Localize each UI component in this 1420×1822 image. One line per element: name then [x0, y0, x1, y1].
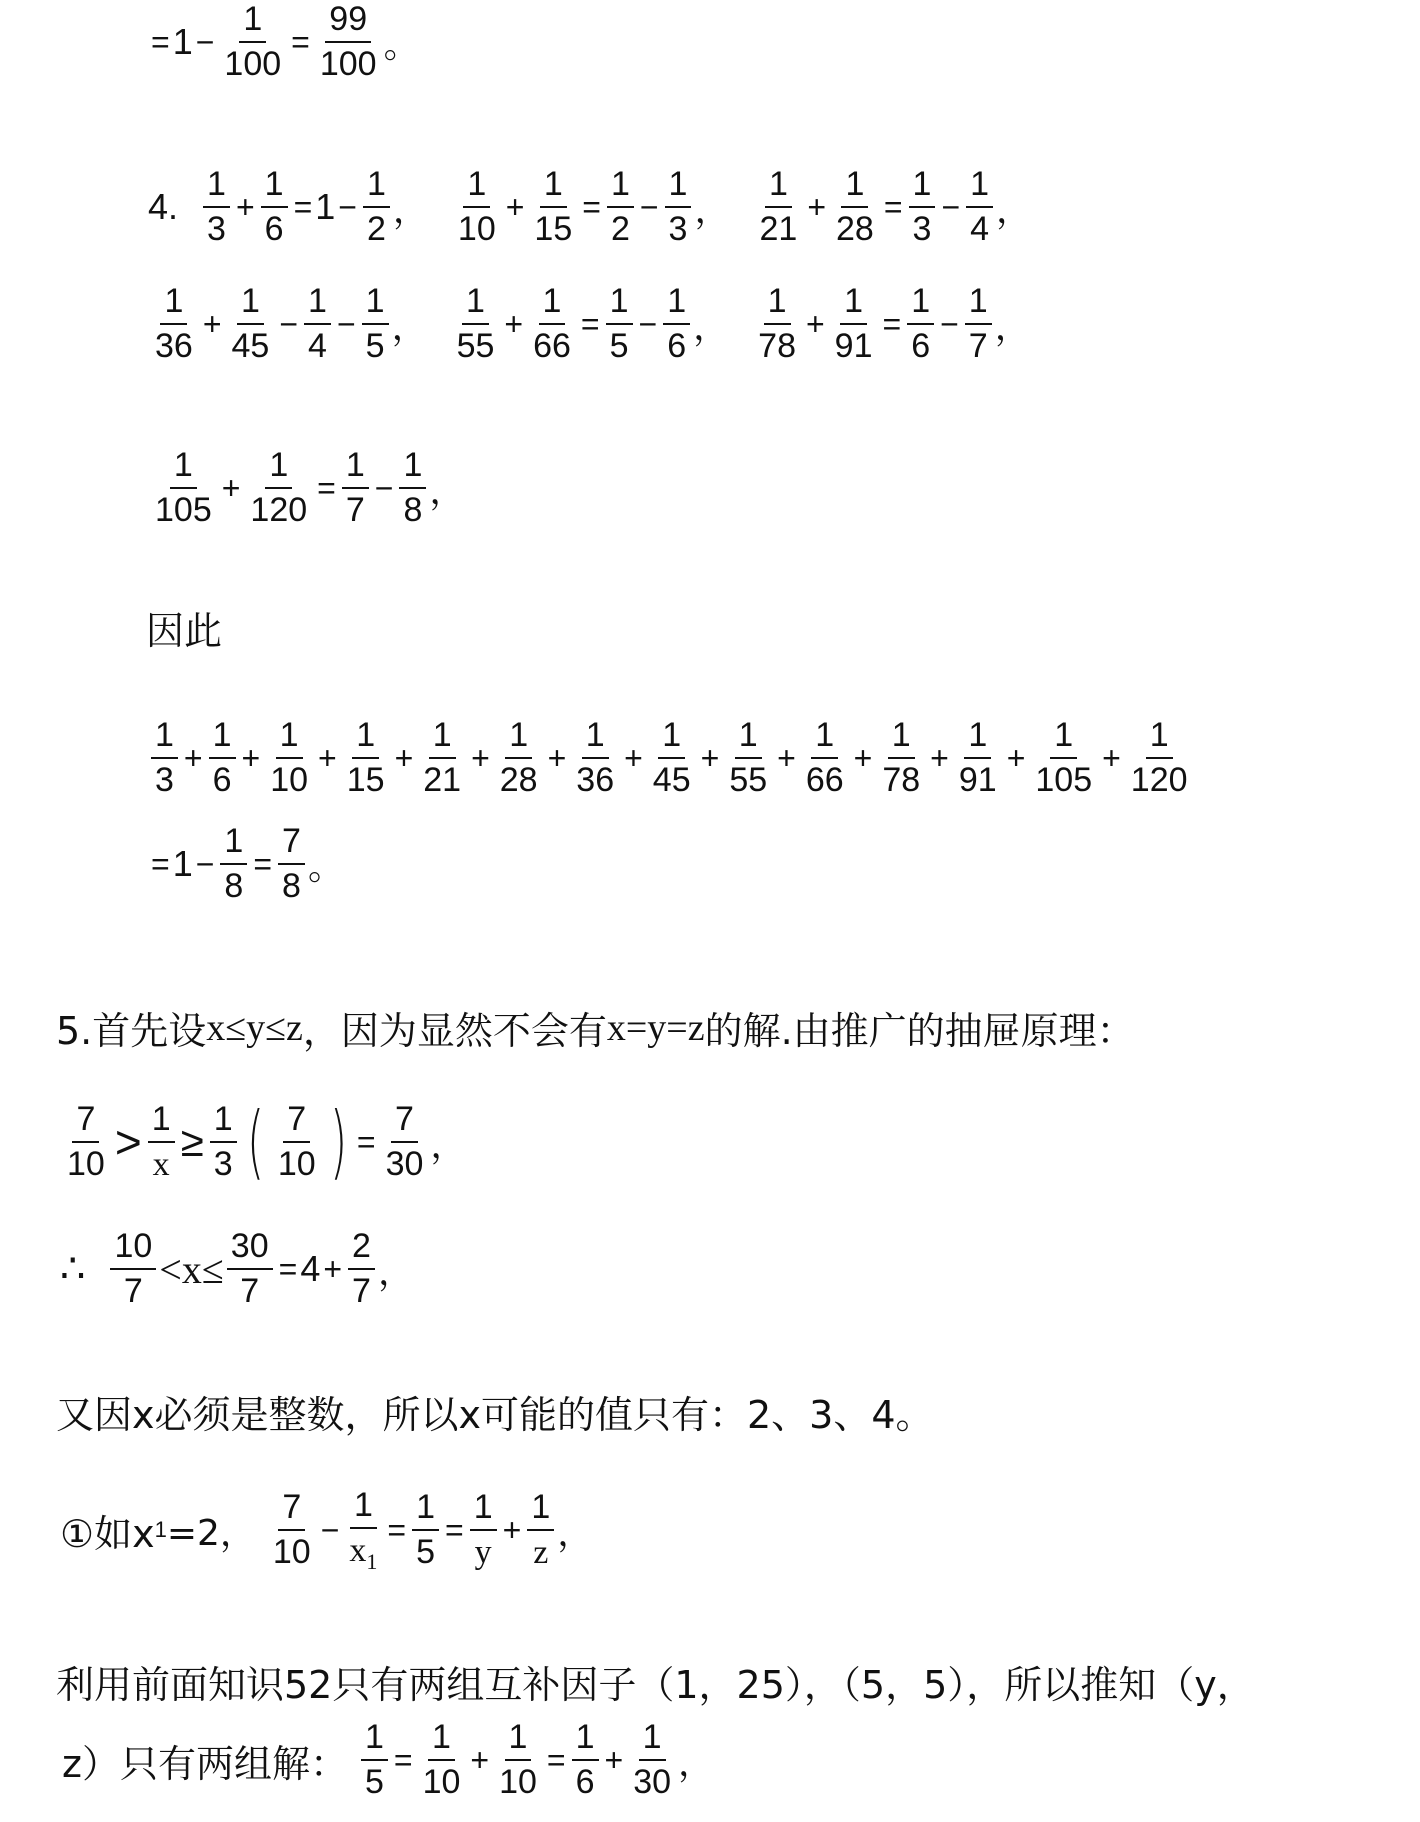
denominator: 36 [576, 761, 615, 800]
numerator: 1 [412, 1488, 439, 1531]
denominator: 8 [403, 491, 423, 530]
comma: ， [994, 306, 1031, 348]
numerator: 1 [209, 716, 236, 759]
fraction [151, 446, 216, 530]
plus-sign: + [221, 469, 241, 506]
denominator: 91 [958, 761, 997, 800]
sum-term [955, 716, 1001, 800]
denominator: 5 [609, 327, 629, 366]
intro-text: 5.首先设 [56, 1009, 207, 1053]
numerator: 1 [350, 1486, 377, 1529]
fraction [495, 1718, 541, 1802]
sum-term [878, 716, 924, 800]
one: 1 [315, 186, 336, 228]
section-4-row-2 [148, 282, 1031, 366]
denominator: y [474, 1534, 492, 1572]
minus-sign: − [320, 1511, 340, 1548]
numerator: 1 [170, 446, 197, 489]
comma: ， [429, 470, 466, 512]
sum-term [1031, 716, 1096, 800]
numerator: 1 [428, 1718, 455, 1761]
numerator: 1 [361, 1718, 388, 1761]
minus-sign: − [195, 23, 215, 60]
equals-sign: = [387, 1511, 407, 1548]
integer-text: 又因x必须是整数，所以x可能的值只有：2、3、4。 [56, 1393, 934, 1437]
equals-sign: = [291, 23, 310, 60]
numerator: 2 [348, 1227, 375, 1270]
numerator: 10 [110, 1227, 156, 1270]
sum-term [725, 716, 771, 800]
numerator: 1 [352, 716, 379, 759]
denominator: 3 [207, 210, 226, 249]
denominator: 8 [224, 867, 244, 906]
sum-term [649, 716, 695, 800]
sum-term [343, 716, 389, 800]
equals-sign: = [253, 845, 273, 882]
one: 1 [172, 21, 193, 63]
section-5-intro [56, 1000, 1135, 1055]
denominator: z [533, 1534, 549, 1572]
plus-sign: + [807, 188, 826, 225]
denominator: 6 [264, 210, 284, 249]
denominator: 66 [533, 327, 571, 366]
fraction [220, 822, 247, 906]
numerator: 1 [237, 282, 264, 325]
equals-sign: = [445, 1511, 464, 1548]
equals-sign: = [278, 1250, 298, 1287]
fraction [454, 165, 500, 249]
numerator: 1 [663, 282, 690, 325]
plus-sign: + [241, 739, 261, 776]
denominator: 55 [456, 327, 495, 366]
numerator: 1 [765, 165, 792, 208]
denominator: 8 [282, 867, 301, 906]
case-value: =2， [166, 1512, 256, 1554]
fraction [419, 1718, 465, 1802]
denominator: 5 [416, 1533, 436, 1572]
fraction [453, 282, 499, 366]
fraction [110, 1227, 156, 1311]
sum-term [266, 716, 312, 800]
greater-or-equal: ≥ [180, 1118, 204, 1166]
numerator: 1 [840, 282, 867, 325]
numerator: 1 [362, 282, 389, 325]
numerator: 7 [278, 822, 305, 865]
sum-term [1127, 716, 1192, 800]
denominator: 7 [345, 491, 365, 530]
comma: ， [678, 1742, 715, 1784]
fraction [754, 282, 800, 366]
denominator: 6 [667, 327, 687, 366]
numerator: 1 [470, 1488, 497, 1531]
denominator: 45 [231, 327, 270, 366]
factors-line [56, 1654, 1255, 1709]
numerator: 7 [278, 1488, 305, 1531]
minus-sign: − [336, 305, 356, 342]
denominator: 36 [155, 327, 193, 366]
fraction [203, 165, 230, 249]
denominator: 15 [534, 210, 573, 249]
plus-sign: + [624, 739, 643, 776]
intro-text: 的解.由推广的抽屉原理： [704, 1009, 1135, 1053]
equals-sign: = [151, 845, 170, 882]
fraction [530, 165, 576, 249]
variable-order: x≤y≤z [206, 1006, 303, 1049]
denominator: 21 [759, 210, 798, 249]
section-4-row-3 [148, 446, 465, 530]
plus-sign: + [805, 305, 825, 342]
plus-sign: + [504, 305, 524, 342]
denominator: 4 [970, 210, 990, 249]
numerator: 1 [1050, 716, 1077, 759]
equals-sign: = [882, 305, 902, 342]
right-paren: ) [329, 1095, 347, 1189]
one: 1 [172, 843, 193, 885]
equals-sign: = [580, 305, 600, 342]
plus-sign: + [1102, 739, 1121, 776]
numerator: 1 [265, 446, 292, 489]
minus-sign: − [638, 305, 658, 342]
variable-equality: x=y=z [606, 1006, 705, 1049]
factors-text: 利用前面知识52只有两组互补因子（1，25），（5，5），所以推知（y， [56, 1663, 1255, 1707]
fraction [304, 282, 331, 366]
numerator: 1 [505, 1718, 532, 1761]
comma: ， [693, 306, 730, 348]
four: 4 [300, 1248, 321, 1290]
comma: ， [430, 1124, 467, 1166]
plus-sign: + [202, 305, 222, 342]
denominator: 7 [968, 327, 988, 366]
numerator: 1 [966, 165, 993, 208]
numerator: 1 [463, 165, 490, 208]
denominator: 21 [423, 761, 462, 800]
numerator: 1 [965, 282, 992, 325]
denominator: 30 [385, 1145, 424, 1184]
therefore-text: 因此 [146, 609, 223, 653]
plus-sign: + [470, 1741, 490, 1778]
plus-sign: + [547, 739, 567, 776]
fraction [63, 1100, 109, 1184]
numerator: 1 [261, 165, 288, 208]
plus-sign: + [502, 1511, 522, 1548]
sum-result [148, 822, 344, 906]
numerator: 1 [606, 282, 633, 325]
denominator: 100 [319, 45, 377, 84]
numerator: 1 [210, 1100, 237, 1143]
denominator: x [349, 1532, 367, 1570]
denominator: 105 [155, 491, 212, 530]
x-bound: <x≤ [159, 1246, 224, 1292]
fraction [220, 0, 285, 84]
fraction [269, 1488, 315, 1572]
fraction [663, 282, 690, 366]
numerator: 1 [342, 446, 369, 489]
numerator: 1 [764, 282, 791, 325]
period: 。 [383, 23, 420, 65]
numerator: 1 [276, 716, 303, 759]
fraction [361, 1718, 388, 1802]
numerator: 1 [527, 1488, 554, 1531]
denominator: 45 [652, 761, 691, 800]
case-label: ①如x [60, 1511, 155, 1556]
denominator: 7 [240, 1272, 260, 1311]
denominator: 78 [882, 761, 921, 800]
numerator: 1 [540, 165, 567, 208]
fraction [831, 282, 877, 366]
fraction [606, 282, 633, 366]
numerator: 1 [399, 446, 426, 489]
minus-sign: − [940, 305, 959, 342]
fraction [148, 1100, 175, 1184]
fraction [529, 282, 575, 366]
numerator: 1 [811, 716, 838, 759]
sum-term [151, 716, 178, 800]
denominator: 10 [67, 1145, 105, 1184]
solutions-line [62, 1718, 714, 1802]
fraction [607, 165, 634, 249]
subscript: 1 [366, 1549, 378, 1575]
denominator: 6 [575, 1763, 595, 1802]
equals-sign: = [582, 188, 601, 225]
fraction [316, 0, 381, 84]
numerator: 1 [658, 716, 685, 759]
plus-sign: + [471, 739, 490, 776]
plus-sign: + [505, 188, 525, 225]
numerator: 1 [239, 0, 266, 43]
denominator: 28 [836, 210, 874, 249]
denominator: 2 [366, 210, 386, 249]
minus-sign: − [941, 188, 961, 225]
denominator: 120 [1130, 761, 1188, 800]
numerator: 7 [283, 1100, 310, 1143]
equals-sign: = [356, 1123, 376, 1160]
fraction [278, 822, 305, 906]
plus-sign: + [235, 188, 255, 225]
numerator: 1 [462, 282, 489, 325]
fraction [966, 165, 993, 249]
denominator: 10 [422, 1763, 461, 1802]
denominator: 10 [272, 1533, 311, 1572]
denominator: 10 [457, 210, 496, 249]
numerator: 1 [572, 1718, 599, 1761]
comma: ， [557, 1512, 594, 1554]
fraction [348, 1227, 375, 1311]
denominator: 7 [352, 1272, 371, 1311]
denominator: 120 [250, 491, 308, 530]
minus-sign: − [639, 188, 659, 225]
denominator: 5 [364, 1763, 384, 1802]
plus-sign: + [394, 739, 414, 776]
numerator: 1 [1146, 716, 1173, 759]
item-label: 4. [148, 186, 179, 228]
numerator: 1 [735, 716, 762, 759]
numerator: 1 [909, 165, 936, 208]
fraction [261, 165, 288, 249]
minus-sign: − [195, 845, 215, 882]
denominator: 3 [213, 1145, 233, 1184]
denominator: 2 [610, 210, 630, 249]
numerator: 1 [907, 282, 934, 325]
fraction [151, 282, 197, 366]
numerator: 1 [304, 282, 331, 325]
fraction [274, 1100, 320, 1184]
plus-sign: + [323, 1250, 343, 1287]
equals-sign: = [293, 188, 313, 225]
equals-sign: = [546, 1741, 566, 1778]
fraction [629, 1718, 675, 1802]
denominator: 6 [911, 327, 931, 366]
greater-than: > [114, 1116, 142, 1169]
numerator: 1 [160, 282, 187, 325]
fraction [527, 1488, 554, 1572]
denominator: 3 [912, 210, 932, 249]
plus-sign: + [183, 739, 203, 776]
denominator: 3 [155, 761, 174, 800]
numerator: 1 [539, 282, 566, 325]
sum-term [572, 716, 618, 800]
sum-term [496, 716, 542, 800]
fraction [907, 282, 934, 366]
sum-line [148, 716, 1195, 800]
denominator: 105 [1035, 761, 1093, 800]
fraction [572, 1718, 599, 1802]
fraction [363, 165, 390, 249]
fraction [665, 165, 692, 249]
sum-term [419, 716, 465, 800]
denominator: 55 [729, 761, 768, 800]
denominator: 15 [346, 761, 385, 800]
fraction [412, 1488, 439, 1572]
plus-sign: + [604, 1741, 624, 1778]
fraction [345, 1486, 381, 1574]
period: 。 [307, 845, 344, 887]
intro-text: ，因为显然不会有 [302, 1009, 607, 1053]
fraction [755, 165, 801, 249]
denominator: 30 [633, 1763, 672, 1802]
fraction [832, 165, 878, 249]
fraction [382, 1100, 428, 1184]
numerator: 1 [203, 165, 230, 208]
numerator: 1 [429, 716, 456, 759]
denominator: 5 [365, 327, 385, 366]
plus-sign: + [1006, 739, 1026, 776]
denominator: 100 [224, 45, 282, 84]
denominator: 3 [668, 210, 688, 249]
fraction [246, 446, 311, 530]
fraction [210, 1100, 237, 1184]
numerator: 1 [888, 716, 915, 759]
comma: ， [694, 189, 731, 231]
fraction [399, 446, 426, 530]
denominator: 28 [499, 761, 538, 800]
plus-sign: + [700, 739, 720, 776]
denominator: 10 [277, 1145, 316, 1184]
numerator: 7 [72, 1100, 99, 1143]
plus-sign: + [930, 739, 949, 776]
fraction [470, 1488, 497, 1572]
numerator: 1 [148, 1100, 175, 1143]
equals-sign: = [151, 23, 170, 60]
comma: ， [996, 189, 1033, 231]
left-paren: ( [246, 1095, 264, 1189]
fraction [362, 282, 389, 366]
section-4-row-1 [148, 165, 1032, 249]
equals-sign: = [317, 469, 336, 506]
inequality-1 [60, 1095, 467, 1189]
denominator: 10 [270, 761, 309, 800]
plus-sign: + [777, 739, 796, 776]
fraction [909, 165, 936, 249]
inequality-2 [60, 1227, 414, 1311]
sum-term [209, 716, 236, 800]
plus-sign: + [853, 739, 873, 776]
minus-sign: − [279, 305, 299, 342]
equation-line-1 [148, 0, 420, 84]
comma: ， [377, 1251, 414, 1293]
numerator: 1 [505, 716, 532, 759]
numerator: 1 [665, 165, 692, 208]
numerator: 1 [964, 716, 991, 759]
numerator: 1 [639, 1718, 666, 1761]
fraction [965, 282, 992, 366]
fraction [228, 282, 274, 366]
equals-sign: = [393, 1741, 413, 1778]
plus-sign: + [318, 739, 337, 776]
denominator: 4 [308, 327, 327, 366]
denominator: 6 [212, 761, 232, 800]
comma: ， [391, 306, 428, 348]
denominator: 91 [834, 327, 873, 366]
denominator: 10 [499, 1763, 537, 1802]
numerator: 1 [151, 716, 178, 759]
case-1 [60, 1486, 593, 1574]
numerator: 1 [841, 165, 868, 208]
denominator: 7 [123, 1272, 143, 1311]
fraction [342, 446, 369, 530]
therefore-symbol: ∴ [60, 1247, 86, 1292]
numerator: 1 [220, 822, 247, 865]
sum-term [802, 716, 848, 800]
minus-sign: − [374, 469, 394, 506]
integer-line [56, 1384, 934, 1439]
numerator: 7 [391, 1100, 418, 1143]
equals-sign: = [883, 188, 903, 225]
therefore-word [146, 600, 222, 655]
fraction [227, 1227, 273, 1311]
numerator: 99 [325, 0, 371, 43]
numerator: 30 [227, 1227, 273, 1270]
numerator: 1 [363, 165, 390, 208]
subscript: 1 [154, 1517, 167, 1543]
denominator: x [152, 1146, 170, 1184]
solutions-prefix: z）只有两组解： [62, 1741, 348, 1786]
numerator: 1 [582, 716, 609, 759]
numerator: 1 [607, 165, 634, 208]
comma: ， [392, 189, 429, 231]
minus-sign: − [338, 188, 357, 225]
denominator: 78 [758, 327, 796, 366]
denominator: 66 [805, 761, 844, 800]
